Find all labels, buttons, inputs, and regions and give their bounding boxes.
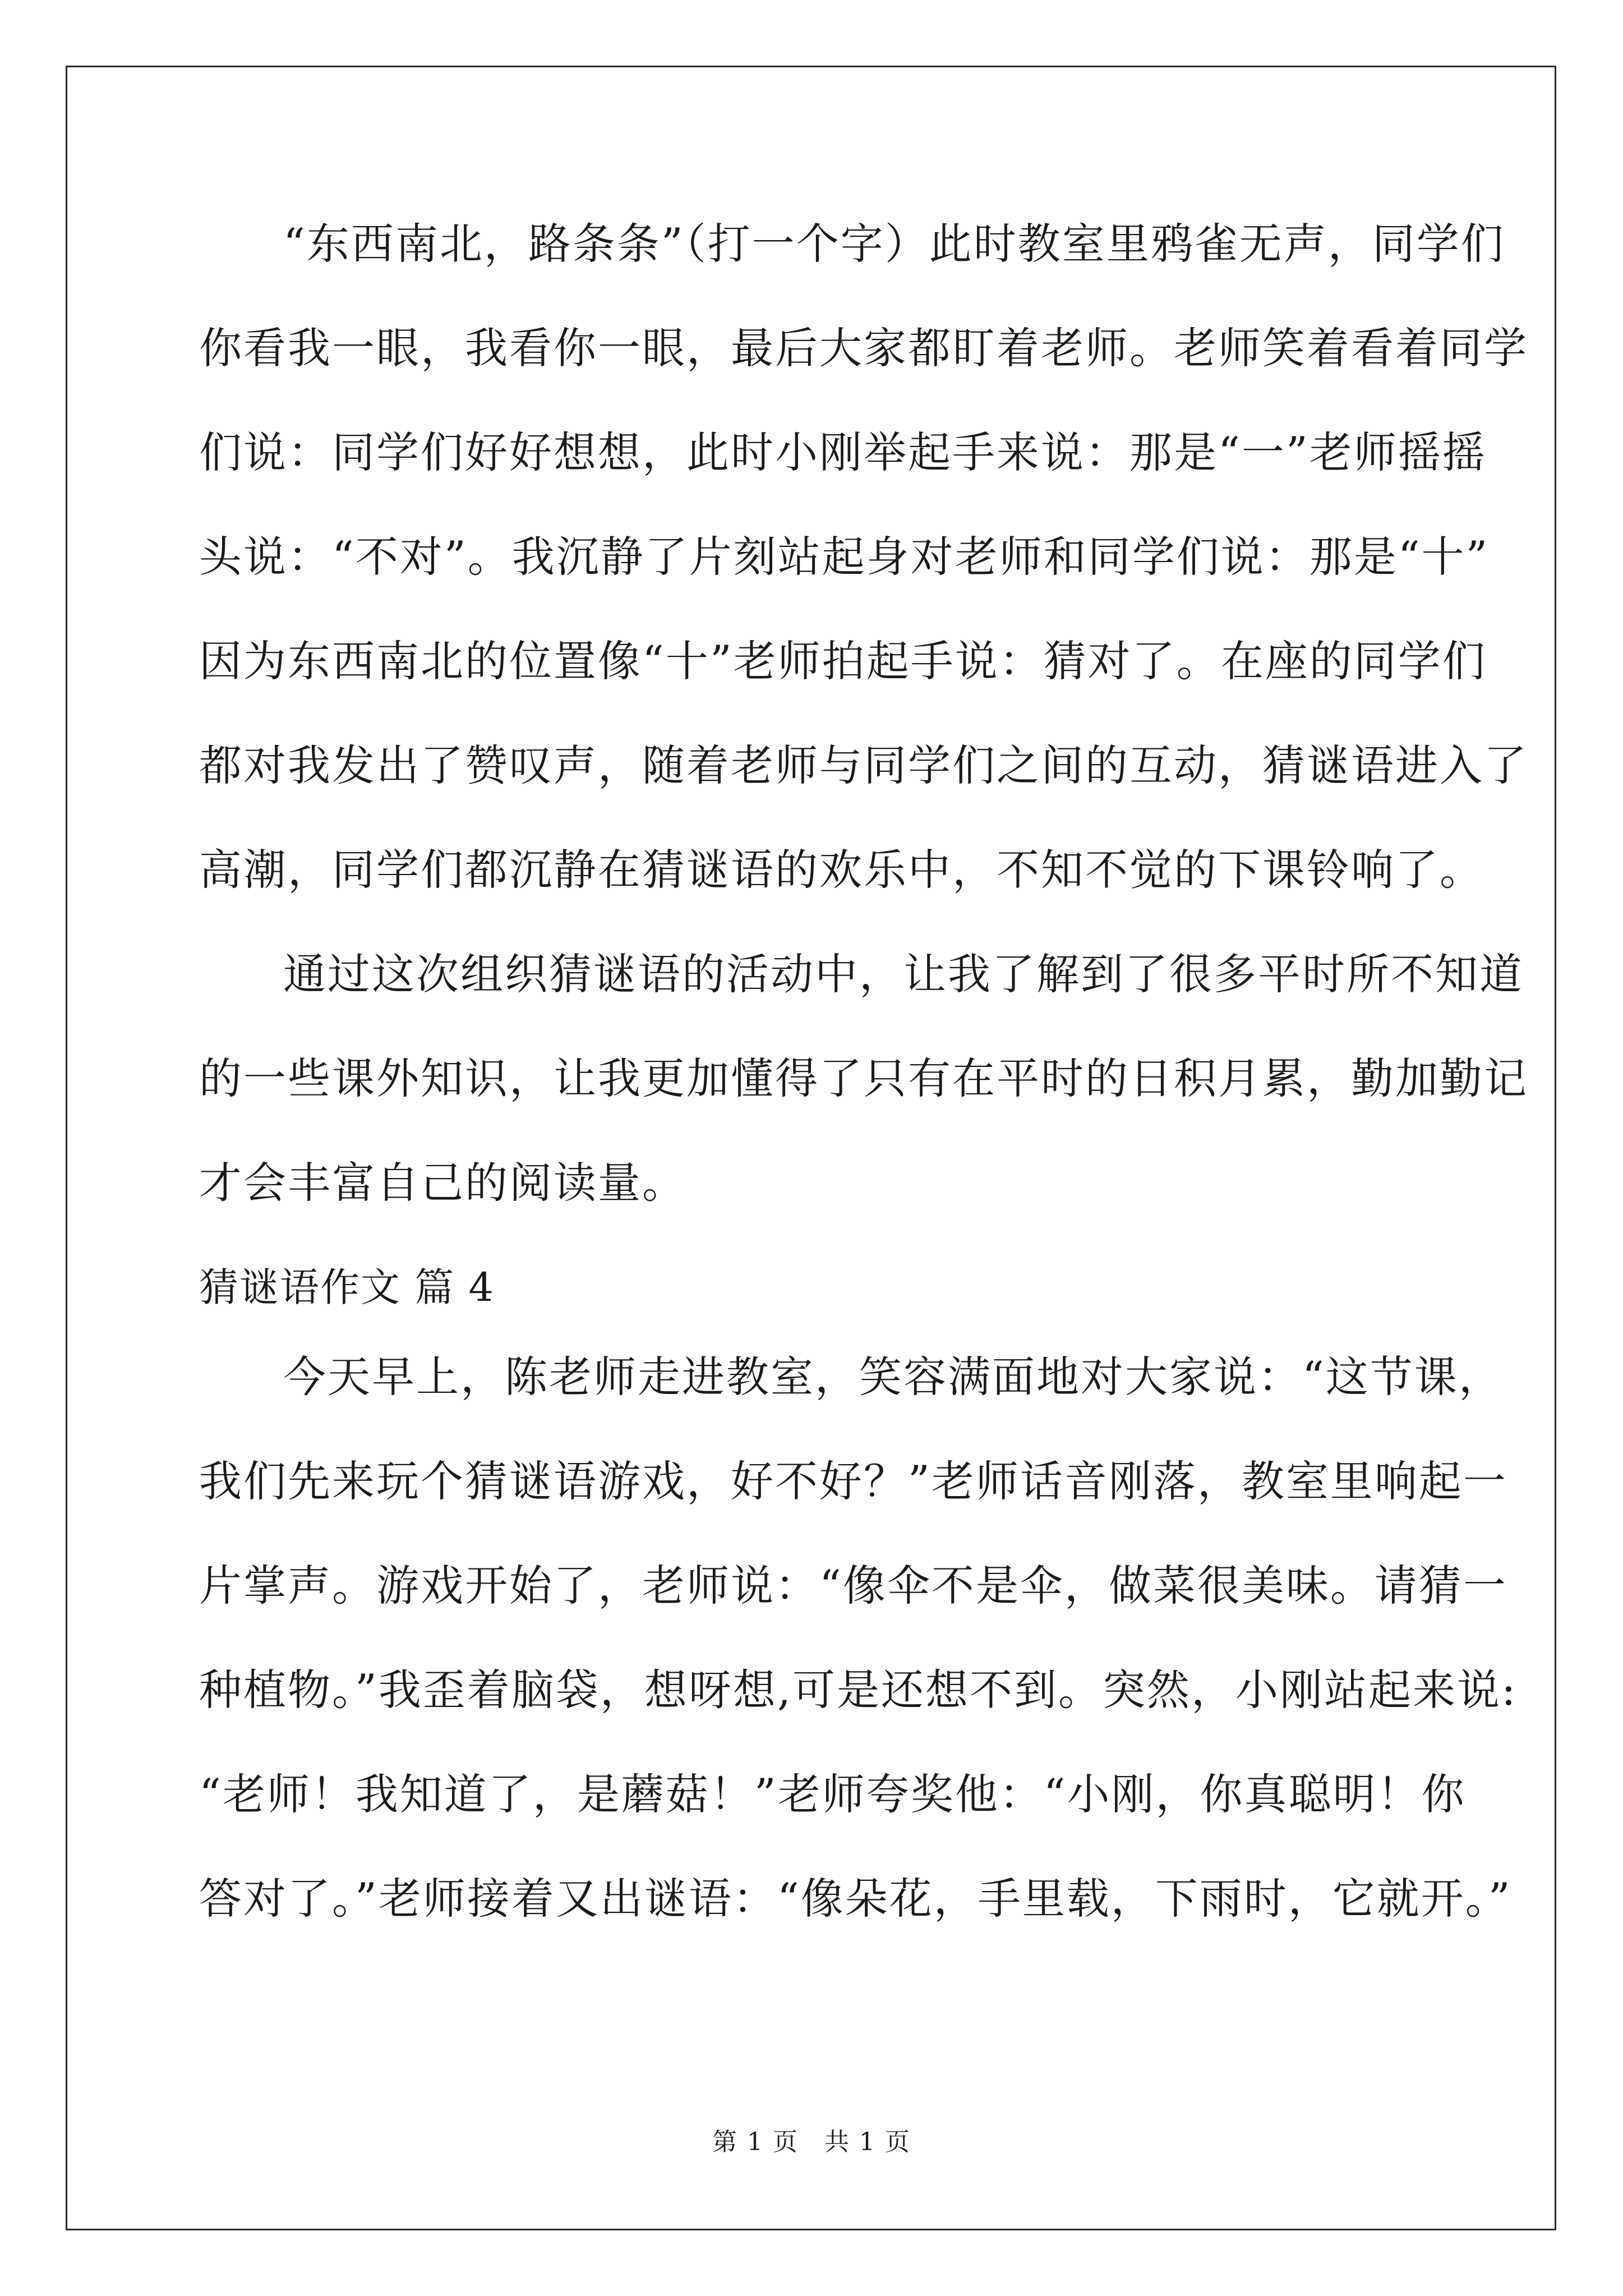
text-line: 我们先来玩个猜谜语游戏，好不好？”老师话音刚落，教室里响起一 xyxy=(199,1456,1507,1506)
text-line: 种植物。”我歪着脑袋，想呀想,可是还想不到。突然，小刚站起来说: xyxy=(199,1665,1518,1715)
text-line: 通过这次组织猜谜语的活动中，让我了解到了很多平时所不知道 xyxy=(283,949,1524,999)
paragraph-3 xyxy=(199,1346,1518,1972)
text-line: 头说：“不对”。我沉静了片刻站起身对老师和同学们说：那是“十” xyxy=(199,532,1490,582)
text-line: “东西南北，路条条”（打一个字）此时教室里鸦雀无声，同学们 xyxy=(283,219,1505,269)
paragraph-2 xyxy=(199,944,1528,1257)
text-line: 答对了。”老师接着又出谜语：“像朵花，手里载，下雨时，它就开。” xyxy=(199,1874,1512,1924)
section-heading: 猜谜语作文 篇 4 xyxy=(199,1264,495,1310)
text-line: 高潮，同学们都沉静在猜谜语的欢乐中，不知不觉的下课铃响了。 xyxy=(199,845,1484,895)
text-line: 都对我发出了赞叹声，随着老师与同学们之间的互动，猜谜语进入了 xyxy=(199,740,1528,790)
document-body xyxy=(199,213,1528,1972)
text-line: “老师！我知道了，是蘑菇！”老师夸奖他：“小刚，你真聪明！你 xyxy=(199,1769,1466,1819)
text-line: 们说：同学们好好想想，此时小刚举起手来说：那是“一”老师摇摇 xyxy=(199,427,1487,477)
page-footer: 第 1 页 共 1 页 xyxy=(712,2128,911,2156)
text-line: 今天早上，陈老师走进教室，笑容满面地对大家说：“这节课， xyxy=(283,1352,1503,1402)
text-line: 因为东西南北的位置像“十”老师拍起手说：猜对了。在座的同学们 xyxy=(199,636,1487,686)
text-line: 才会丰富自己的阅读量。 xyxy=(199,1158,686,1208)
text-line: 片掌声。游戏开始了，老师说：“像伞不是伞，做菜很美味。请猜一 xyxy=(199,1561,1507,1611)
paragraph-1 xyxy=(199,213,1528,944)
text-line: 的一些课外知识，让我更加懂得了只有在平时的日积月累，勤加勤记 xyxy=(199,1053,1528,1103)
text-line: 你看我一眼，我看你一眼，最后大家都盯着老师。老师笑着看着同学 xyxy=(199,323,1528,373)
